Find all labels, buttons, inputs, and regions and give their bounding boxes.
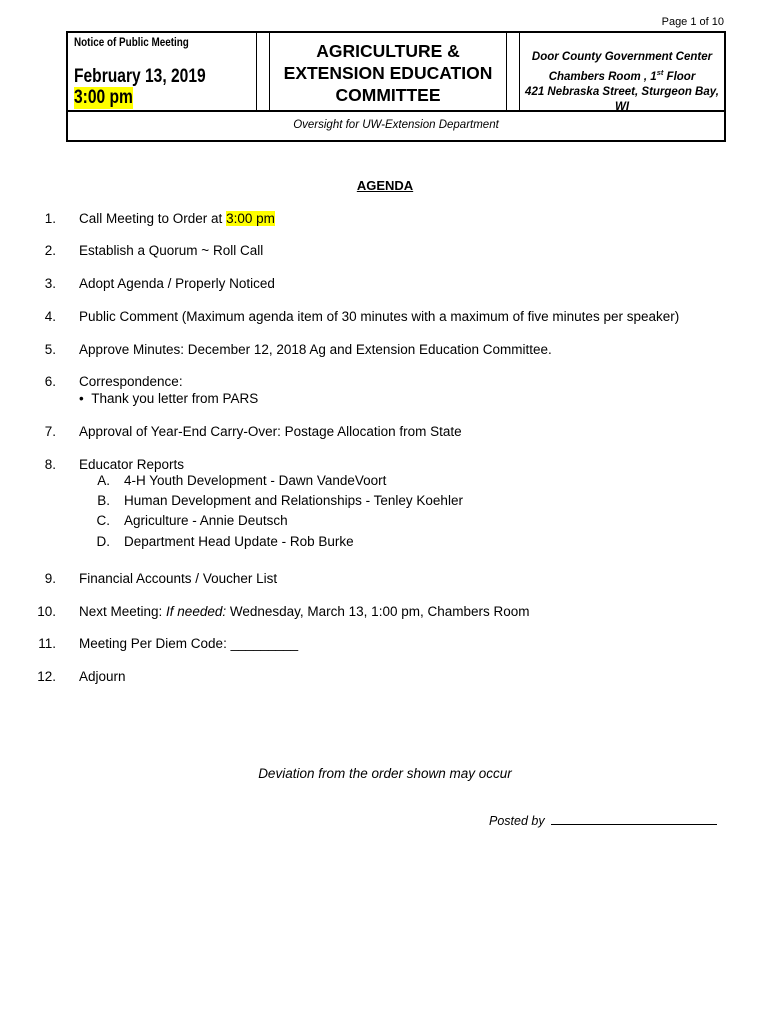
sub-item-text: Human Development and Relationships - Tenley Koehler <box>124 493 463 508</box>
oversight-note: Oversight for UW-Extension Department <box>293 119 499 131</box>
sub-item-letter: B. <box>97 493 110 508</box>
item-number: 6. <box>44 374 56 389</box>
notice-label: Notice of Public Meeting <box>74 37 189 49</box>
item-number: 5. <box>44 342 56 357</box>
item-text: Meeting Per Diem Code: _________ <box>79 636 299 651</box>
header-divider <box>506 33 520 110</box>
highlighted-time: 3:00 pm <box>226 211 275 226</box>
header-row <box>68 33 724 112</box>
item-text: Public Comment (Maximum agenda item of 30 minutes with a maximum of five minutes per speaker) <box>79 309 680 324</box>
sub-item-text: Agriculture - Annie Deutsch <box>124 513 288 528</box>
posted-by-label: Posted by <box>489 814 545 828</box>
item-number: 7. <box>44 424 56 439</box>
sub-item-letter: A. <box>97 473 110 488</box>
location-cell <box>520 33 724 113</box>
item-text: Establish a Quorum ~ Roll Call <box>79 243 264 258</box>
item-text-part: Wednesday, March 13, 1:00 pm, Chambers Room <box>226 604 530 619</box>
page-number: Page 1 of 10 <box>661 16 724 28</box>
sub-item-text: Department Head Update - Rob Burke <box>124 534 354 549</box>
sub-item-letter: C. <box>96 513 110 528</box>
location-line-1: Door County Government Center <box>531 51 713 63</box>
title-line-1: AGRICULTURE & <box>316 41 460 61</box>
item-number: 10. <box>37 604 56 619</box>
posted-by <box>489 812 717 828</box>
item-text: Educator Reports <box>79 457 185 472</box>
sub-item-letter: D. <box>96 534 110 549</box>
bullet-icon: • <box>79 391 84 406</box>
item-text: Adopt Agenda / Properly Noticed <box>79 276 275 291</box>
item-text: Approval of Year-End Carry-Over: Postage Allocation from State <box>79 424 462 439</box>
meeting-time: 3:00 pm <box>74 87 133 108</box>
meeting-header <box>66 31 726 142</box>
item-number: 8. <box>44 457 56 472</box>
item-number: 11. <box>38 636 56 651</box>
item-number: 2. <box>44 243 56 258</box>
item-number: 4. <box>44 309 56 324</box>
bullet-item <box>79 391 258 406</box>
item-text <box>79 604 530 619</box>
agenda-heading: AGENDA <box>356 178 414 193</box>
deviation-note: Deviation from the order shown may occur <box>258 766 512 781</box>
signature-line <box>551 812 717 825</box>
notice-cell <box>68 33 254 110</box>
item-text-part: Call Meeting to Order at <box>79 211 227 226</box>
location-room: Chambers Room , 1 <box>548 70 657 83</box>
item-number: 12. <box>37 669 56 684</box>
title-cell <box>270 33 506 110</box>
location-sup: st <box>656 68 664 77</box>
item-text: Financial Accounts / Voucher List <box>79 571 278 586</box>
bullet-text: Thank you letter from PARS <box>91 391 259 406</box>
item-text-part: Next Meeting: <box>79 604 167 619</box>
item-number: 3. <box>44 276 56 291</box>
item-number: 1. <box>44 211 56 226</box>
location-floor: Floor <box>663 70 696 83</box>
item-text: Correspondence: <box>79 374 183 389</box>
item-number: 9. <box>44 571 56 586</box>
location-line-2 <box>520 65 724 85</box>
meeting-location <box>520 50 724 115</box>
title-line-2: EXTENSION EDUCATION <box>283 63 493 83</box>
item-text: Adjourn <box>79 669 126 684</box>
committee-title <box>270 40 506 106</box>
sub-item-text: 4-H Youth Development - Dawn VandeVoort <box>124 473 387 488</box>
title-line-3: COMMITTEE <box>335 85 441 105</box>
location-line-3: 421 Nebraska Street, Sturgeon Bay, WI <box>525 85 719 113</box>
item-text <box>79 211 275 226</box>
item-text: Approve Minutes: December 12, 2018 Ag and Extension Education Committee. <box>79 342 552 357</box>
item-text-italic: If needed: <box>166 604 227 619</box>
meeting-date: February 13, 2019 <box>74 66 206 87</box>
header-divider <box>256 33 270 110</box>
